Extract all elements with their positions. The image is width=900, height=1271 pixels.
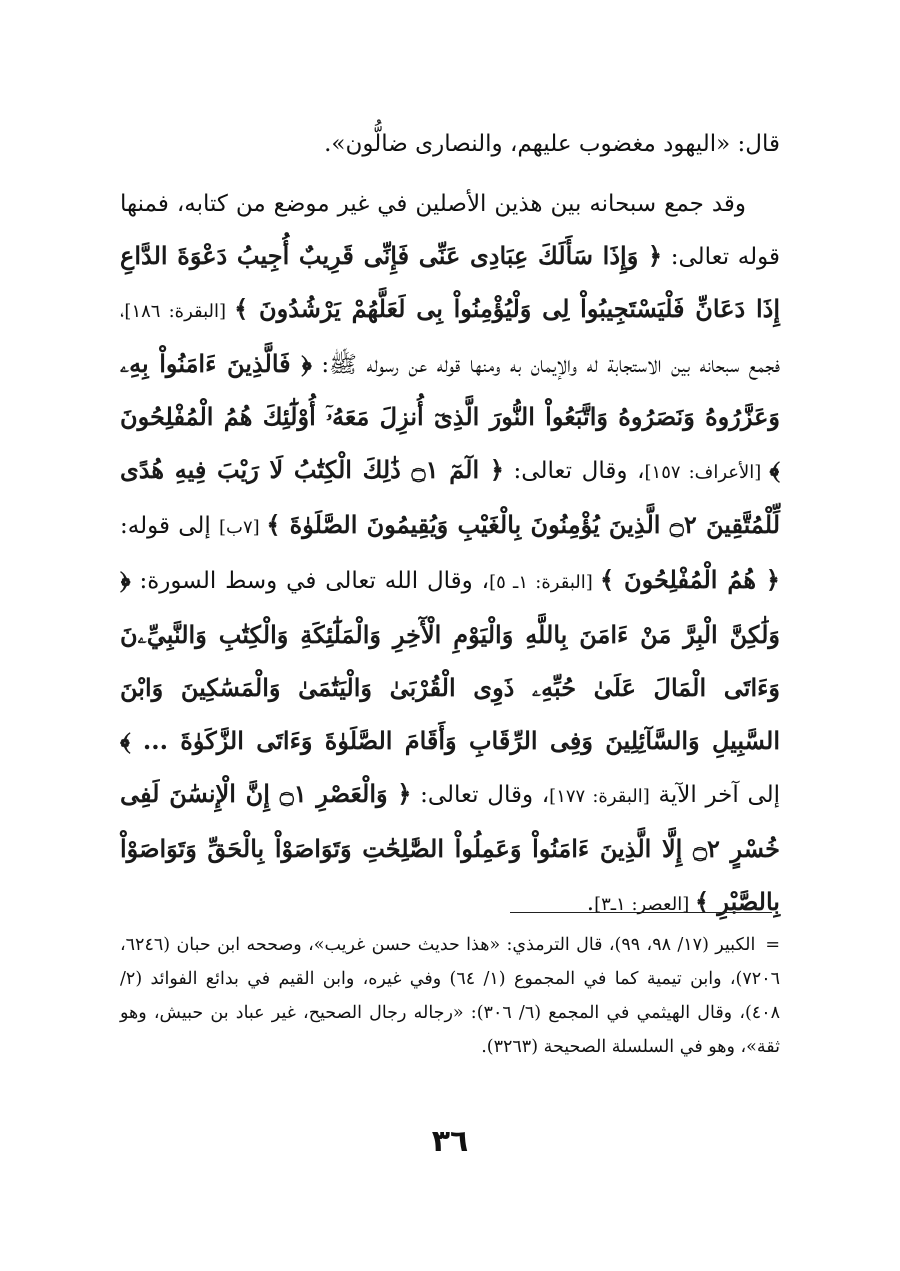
footnotes	[120, 928, 780, 1064]
connecting-text-1: ، فجمع سبحانه بين الاستجابة له والإيمان به ومنها قوله عن رسوله ﷺ:	[120, 297, 780, 378]
closing-period: .	[586, 890, 595, 916]
paragraph-2	[120, 178, 780, 931]
connecting-text-6: ، وقال تعالى:	[411, 782, 550, 808]
quran-verse-5: ﴿ وَلَٰكِنَّ الْبِرَّ مَنْ ءَامَنَ بِاللَّهِ وَالْيَوْمِ الْأٓخِرِ وَالْمَلَٰٓئِكَةِ وَالْكِتَٰبِ وَالنَّبِيِّۦنَ وَءَاتَى الْمَالَ عَلَىٰ حُبِّهِۦ ذَوِى الْقُرْبَىٰ وَالْيَتَٰمَىٰ وَالْمَسَٰكِينَ وَابْنَ السَّبِيلِ وَالسَّآئِلِينَ وَفِى الرِّقَابِ وَأَقَامَ الصَّلَوٰةَ وَءَاتَى الزَّكَوٰةَ ... ﴾	[120, 565, 780, 755]
verse-reference-5: [العصر: ١ـ٣]	[594, 894, 695, 915]
footnote-continuation-mark: =	[765, 935, 780, 955]
quran-verse-1: ﴿ وَإِذَا سَأَلَكَ عِبَادِى عَنِّى فَإِنِّى قَرِيبٌ أُجِيبُ دَعْوَةَ الدَّاعِ إِذَا دَعَانِّ فَلْيَسْتَجِيبُواْ لِى وَلْيُؤْمِنُواْ بِى لَعَلَّهُمْ يَرْشُدُونَ ﴾	[120, 241, 780, 323]
quran-verse-6: ﴿ وَالْعَصْرِ ۝١ إِنَّ الْإِنسَٰنَ لَفِى خُسْرٍ ۝٢ إِلَّا الَّذِينَ ءَامَنُواْ وَعَمِلُواْ الصَّٰلِحَٰتِ وَتَوَاصَوْاْ بِالْحَقِّ وَتَوَاصَوْاْ بِالصَّبْرِ ﴾	[120, 779, 780, 916]
verse-reference-1: [البقرة: ١٨٦]	[124, 301, 235, 322]
paragraph-1-text: قال: «اليهود مغضوب عليهم، والنصارى ضالُّون».	[324, 131, 780, 157]
connecting-text-3: إلى قوله:	[120, 513, 220, 539]
quran-verse-3: ﴿ الٓمٓ ۝١ ذَٰلِكَ الْكِتَٰبُ لَا رَيْبَ فِيهِ هُدًى لِّلْمُتَّقِينَ ۝٢ الَّذِينَ يُؤْمِنُونَ بِالْغَيْبِ وَيُقِيمُونَ الصَّلَوٰةَ ﴾	[120, 455, 781, 539]
footnote-text: الكبير (١٧/ ٩٨، ٩٩)، قال الترمذي: «هذا حديث حسن غريب»، وصححه ابن حبان (٦٢٤٦، ٧٢٠٦)، وابن تيمية كما في المجموع (١/ ٦٤) وفي غيره، وابن القيم في بدائع الفوائد (٢/ ٤٠٨)، وقال الهيثمي في المجمع (٦/ ٣٠٦): «رجاله رجال الصحيح، غير عباد بن حبيش، وهو ثقة»، وهو في السلسلة الصحيحة (٣٢٦٣).	[120, 935, 780, 1057]
connecting-text-4: ، وقال الله تعالى في وسط السورة:	[130, 568, 490, 594]
paragraph-1	[120, 118, 780, 170]
main-text	[120, 118, 780, 931]
connecting-text-2: ، وقال تعالى:	[503, 458, 645, 484]
manuscript-folio-marker: [٧ب]	[219, 517, 267, 538]
page-number: ٣٦	[431, 1124, 469, 1159]
intro-text: وقد جمع سبحانه بين هذين الأصلين في غير موضع من كتابه، فمنها قوله تعالى:	[120, 191, 780, 270]
quran-verse-4: ﴿ هُمُ الْمُفْلِحُونَ ﴾	[600, 565, 780, 594]
verse-reference-2: [الأعراف: ١٥٧]	[644, 462, 770, 483]
connecting-text-5: إلى آخر الآية	[649, 782, 781, 808]
footnote-separator	[510, 912, 772, 913]
quran-verse-2: ﴿ فَالَّذِينَ ءَامَنُواْ بِهِۦ وَعَزَّرُوهُ وَنَصَرُوهُ وَاتَّبَعُواْ النُّورَ الَّذِىٓ أُنزِلَ مَعَهُۥٓ أُوْلَٰٓئِكَ هُمُ الْمُفْلِحُونَ ﴾	[120, 349, 780, 484]
verse-reference-3: [البقرة: ١ـ ٥]	[489, 572, 601, 593]
verse-reference-4: [البقرة: ١٧٧]	[549, 786, 650, 807]
